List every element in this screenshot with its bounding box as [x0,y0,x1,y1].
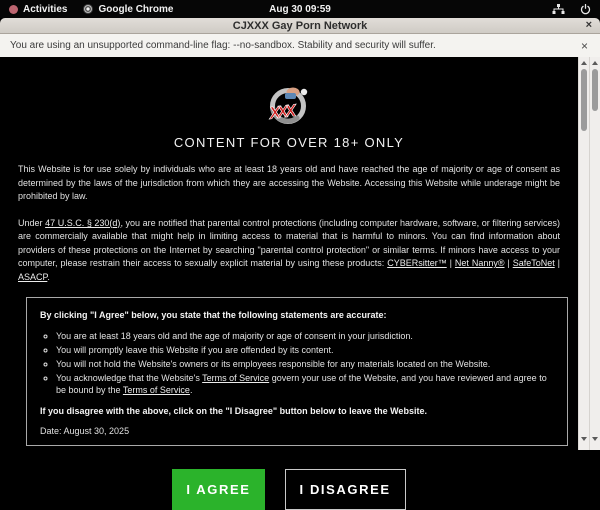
network-icon[interactable] [552,4,565,15]
agreement-item-leave: ◦ You will promptly leave this Website if you are offended by its content. [56,344,554,357]
agreement-intro: By clicking "I Agree" below, you state that the following statements are accurate: [40,310,387,320]
asacp-link[interactable]: ASACP [18,271,48,282]
scroll-up-icon[interactable] [581,61,587,65]
chrome-icon [83,4,93,14]
i-agree-button[interactable]: I AGREE [172,469,264,510]
disagree-note: If you disagree with the above, click on the "I Disagree" button below to leave the Website. [40,405,427,416]
p2-period: . [47,271,50,282]
agreement-item-liability: ◦ You will not hold the Website's owners or its employees responsible for any materials located on the Website. [56,358,554,371]
site-logo-icon [263,82,315,128]
p2-text: Under [18,217,46,228]
infobar-close-button[interactable]: × [580,38,588,53]
age-disclaimer-paragraph: This Website is for use solely by individuals who are at least 18 years old and have reached the age of majority or age of consent as determined by the laws of the jurisdiction from which they are accessing the Website. Accessing this Website while underage might be prohibited by law. [18,164,560,201]
window-close-button[interactable]: × [585,19,592,31]
window-scrollbar-thumb[interactable] [592,69,598,111]
agreement-item-age: ◦ You are at least 18 years old and the age of majority or age of consent in your jurisdiction. [56,330,554,343]
infobar-message: You are using an unsupported command-line flag: --no-sandbox. Stability and security will suffer. [10,40,436,51]
activities-label: Activities [23,3,68,15]
logo-wrap [18,57,560,128]
usc-230d-link[interactable]: 47 U.S.C. § 230(d) [45,217,121,228]
webpage [0,57,600,497]
activities-button[interactable] [9,4,67,15]
p2-text: , you are notified that parental control protections (including computer hardware, software, or filtering services) are commercially available that might help in limiting access to material that is harmful to minors. You can find information about providers of these protections on the Internet by searching "parental control protection" or similar terms. If minors have access to your computer, please restrain their access to sexually explicit material by using these products: [18,217,560,268]
i-disagree-button[interactable]: I DISAGREE [285,469,406,510]
tos-text: govern your use of the Website, and you have reviewed and agree to be bound by the [56,372,547,395]
clock[interactable]: Aug 30 09:59 [269,3,331,15]
window-title: CJXXX Gay Porn Network [232,19,368,32]
agreement-item-tos [56,372,554,397]
safetonet-link[interactable]: SafeToNet [512,258,555,268]
page-title: CONTENT FOR OVER 18+ ONLY [173,135,405,150]
gnome-top-bar [0,0,600,18]
parental-control-paragraph [18,217,560,285]
chrome-taskbar-item[interactable] [83,4,173,15]
logo-xxx-text: XXX [268,101,294,123]
product-separator: | [446,258,455,268]
agreement-list [40,330,554,397]
scroll-up-icon[interactable] [592,61,598,65]
cybersitter-link[interactable]: CYBERsitter™ [387,258,447,268]
chrome-infobar [0,34,600,57]
tos-text: . [189,385,193,395]
activities-dot-icon [9,5,18,14]
agreement-box [26,297,568,446]
page-scrollbar[interactable] [578,57,589,450]
terms-of-service-link[interactable]: Terms of Service [122,385,190,395]
product-separator: | [504,258,513,268]
terms-of-service-link[interactable]: Terms of Service [202,372,270,383]
consent-buttons-row [18,469,560,510]
scroll-down-icon[interactable] [581,437,587,441]
page-scrollbar-thumb[interactable] [581,69,587,131]
window-titlebar[interactable] [0,18,600,34]
date-line: Date: August 30, 2025 [40,426,130,436]
tos-text: You acknowledge that the Website's [56,372,203,383]
netnanny-link[interactable]: Net Nanny® [454,258,505,268]
age-gate-content [0,57,578,510]
scroll-down-icon[interactable] [592,437,598,441]
power-icon[interactable] [580,4,591,15]
product-separator: | [554,258,560,268]
window-scrollbar[interactable] [589,57,600,450]
chrome-taskbar-label: Google Chrome [98,3,174,15]
